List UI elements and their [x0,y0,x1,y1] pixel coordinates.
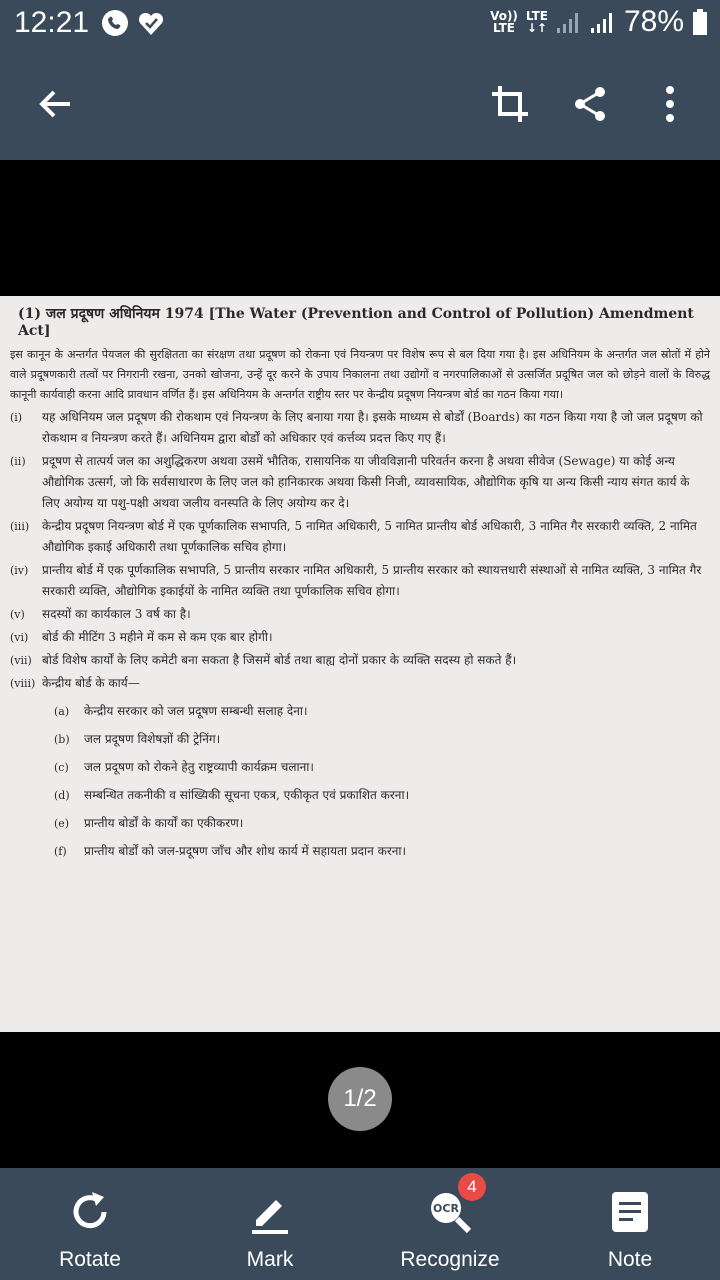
sub-list-item [54,729,710,750]
sub-list-item-text: प्रान्तीय बोर्डों के कार्यों का एकीकरण। [84,816,244,830]
sub-list-item-number: (b) [54,733,70,746]
list-item-text: प्रदूषण से तात्पर्य जल का अशुद्धिकरण अथवा उसमें भौतिक, रासायनिक या जीवविज्ञानी परिवर्तन करना है अथवा सीवेज (Sewage) या कोई अन्य औद्योगिक उत्सर्ग, जो कि सर्वसाधारण के लिए जल को हानिकारक अथवा किसी निजी, व्यावसायिक, औद्योगिक कृषि या अन्य किसी न्याय संगत कार्य के लिए अयोग्य या पशु-पक्षी अथवा जलीय वनस्पति के लिए अयोग्य कर दे। [42,454,690,510]
sub-list-item-number: (a) [54,705,70,718]
app-bar [0,48,720,160]
list-item [10,516,710,558]
list-item-number: (iii) [10,520,30,533]
list-item-number: (iv) [10,564,29,577]
svg-text:OCR: OCR [433,1202,459,1215]
bottom-toolbar [0,1168,720,1280]
heart-check-icon [136,8,166,38]
list-item [10,451,710,514]
sub-list-item [54,841,710,862]
list-item [10,407,710,449]
mark-button[interactable] [180,1168,360,1280]
list-item-text: प्रान्तीय बोर्ड में एक पूर्णकालिक सभापति, 5 प्रान्तीय सरकार नामित अधिकारी, 5 प्रान्तीय सरकार को स्थायत्तधारी संस्थाओं से नामित व्यक्ति, 3 नामित गैर सरकारी व्यक्ति, औद्योगिक इकाईयों के नामित व्यक्ति तथा पूर्णकालिक सचिव होगा। [42,563,702,598]
note-button[interactable] [540,1168,720,1280]
arrow-left-icon [36,84,76,124]
list-item-text: बोर्ड की मीटिंग 3 महीने में कम से कम एक बार होगी। [42,630,273,644]
list-item-number: (vii) [10,654,32,667]
document-text [10,304,710,869]
more-vertical-icon [650,84,690,124]
recognize-button[interactable] [360,1168,540,1280]
signal-icon [556,10,582,34]
sub-list-item [54,757,710,778]
sub-list-item-number: (f) [54,845,67,858]
document-page[interactable] [0,296,720,1032]
sub-list-item-text: सम्बन्धित तकनीकी व सांख्यिकी सूचना एकत्र, एकीकृत एवं प्रकाशित करना। [84,788,410,802]
document-subitems [10,701,710,862]
more-menu-button[interactable] [642,76,698,132]
list-item [10,560,710,602]
page-indicator: 1/2 [328,1067,392,1131]
sub-list-item-text: जल प्रदूषण को रोकने हेतु राष्ट्रव्यापी कार्यक्रम चलाना। [84,760,314,774]
signal-icon-2 [590,10,616,34]
document-intro: इस कानून के अन्तर्गत पेयजल की सुरक्षितता का संरक्षण तथा प्रदूषण को रोकना एवं नियन्त्रण पर विशेष रूप से बल दिया गया है। इस अधिनियम के अन्तर्गत जल स्रोतों में होने वाले प्रदूषणकारी तत्वों पर निगरानी रखना, उनको खोजना, उन्हें दूर करने के उपाय निकालना तथा उद्योगों व नगरपालिकाओं से उत्सर्जित प्रदूषित जल को छोड़ने वालों के विरुद्ध कानूनी कार्यवाही करना आदि प्रावधान वर्णित हैं। इस अधिनियम के अन्तर्गत राष्ट्रीय स्तर पर केन्द्रीय प्रदूषण नियन्त्रण बोर्ड का गठन किया गया। [10,348,710,401]
crop-icon [490,84,530,124]
list-item-text: यह अधिनियम जल प्रदूषण की रोकथाम एवं नियन्त्रण के लिए बनाया गया है। इसके माध्यम से बोर्डों (Boards) का गठन किया गया है जो जल प्रदूषण को रोकथाम व नियन्त्रण करते हैं। अधिनियम द्वारा बोर्डों को अधिकार एवं कर्त्तव्य प्रदत्त किए गए हैं। [42,410,703,445]
pen-icon [246,1188,294,1236]
status-time: 12:21 [14,6,90,39]
note-label: Note [607,1248,653,1271]
list-item [10,673,710,694]
volte-indicator: Vo)) LTE [490,9,518,35]
sub-list-item-text: प्रान्तीय बोर्डों को जल-प्रदूषण जाँच और शोध कार्य में सहायता प्रदान करना। [84,844,407,858]
sub-list-item-text: जल प्रदूषण विशेषज्ञों की ट्रेनिंग। [84,732,221,746]
sub-list-item-number: (d) [54,789,70,802]
crop-button[interactable] [482,76,538,132]
sub-list-item [54,701,710,722]
sub-list-item [54,785,710,806]
list-item-number: (v) [10,608,25,621]
phone-call-icon [100,8,130,38]
battery-percent: 78% [623,5,684,38]
document-items [10,407,710,694]
recognize-label: Recognize [400,1248,500,1271]
share-button[interactable] [562,76,618,132]
list-item [10,604,710,625]
share-icon [570,84,610,124]
sub-list-item-number: (e) [54,817,70,830]
sub-list-item [54,813,710,834]
document-title: (1) जल प्रदूषण अधिनियम 1974 [The Water (Prevention and Control of Pollution) Amendment Act] [18,306,694,339]
status-right [490,5,708,39]
rotate-icon [66,1188,114,1236]
rotate-button[interactable] [0,1168,180,1280]
list-item-number: (ii) [10,455,26,468]
list-item [10,627,710,648]
mark-label: Mark [246,1248,294,1271]
lte-indicator: LTE ↓↑ [525,9,548,35]
note-icon [608,1190,652,1234]
list-item-number: (i) [10,411,23,424]
list-item-text: बोर्ड विशेष कार्यों के लिए कमेटी बना सकता है जिसमें बोर्ड तथा बाह्य दोनों प्रकार के व्यक्ति सदस्य हो सकते हैं। [42,653,517,667]
sub-list-item-text: केन्द्रीय सरकार को जल प्रदूषण सम्बन्धी सलाह देना। [84,704,308,718]
list-item-number: (viii) [10,677,36,690]
list-item [10,650,710,671]
back-button[interactable] [28,76,84,132]
list-item-text: केन्द्रीय प्रदूषण नियन्त्रण बोर्ड में एक पूर्णकालिक सभापति, 5 नामित अधिकारी, 5 नामित प्रान्तीय बोर्ड अधिकारी, 3 नामित गैर सरकारी व्यक्ति, 2 नामित औद्योगिक इकाई अधिकारी तथा पूर्णकालिक सचिव होगा। [42,519,697,554]
status-bar [0,0,720,48]
list-item-text: केन्द्रीय बोर्ड के कार्य— [42,676,140,690]
list-item-number: (vi) [10,631,29,644]
sub-list-item-number: (c) [54,761,69,774]
recognize-badge: 4 [458,1173,486,1201]
rotate-label: Rotate [59,1248,121,1271]
battery-icon [692,8,708,36]
list-item-text: सदस्यों का कार्यकाल 3 वर्ष का है। [42,607,191,621]
